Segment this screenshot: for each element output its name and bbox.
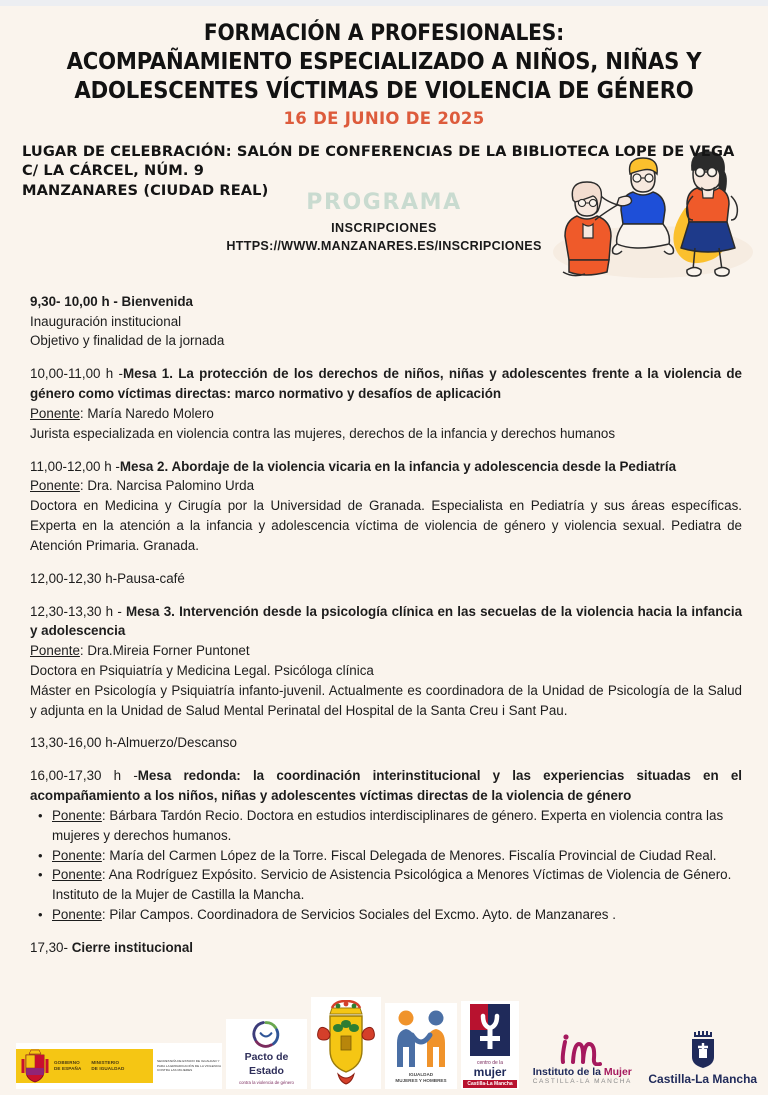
- title-line-3: ADOLESCENTES VÍCTIMAS DE VIOLENCIA DE GÉNERO: [74, 76, 694, 105]
- footer-logo-bar: [0, 991, 768, 1095]
- program-body: [0, 292, 768, 958]
- schedule-item-cierre: [30, 938, 742, 958]
- igualdad-line-1: IGUALDAD: [408, 1071, 434, 1077]
- logo-escudo-manzanares: [311, 997, 381, 1089]
- list-item: [30, 846, 742, 866]
- schedule-title: Cierre institucional: [71, 939, 193, 955]
- schedule-item-pausa-cafe: [30, 569, 742, 589]
- speaker-label: Ponente: [52, 807, 102, 823]
- logo-igualdad-mujeres-hombres: [385, 1003, 457, 1089]
- schedule-time-and-title: [30, 364, 742, 404]
- ministerio-line-2: DE IGUALDAD: [91, 1066, 125, 1071]
- list-item: [30, 865, 742, 905]
- centro-mujer-line-3: Castilla-La Mancha: [463, 1080, 516, 1088]
- centro-mujer-line-1: centro de la: [476, 1059, 504, 1066]
- speaker-bio: Jurista especializada en violencia contra las mujeres, derechos de la infancia y derechos humanos: [30, 425, 616, 441]
- speaker-name: : Dra.Mireia Forner Puntonet: [79, 643, 250, 659]
- speaker-name: : Dra. Narcisa Palomino Urda: [79, 478, 255, 494]
- pacto-circle-icon: [246, 1019, 286, 1049]
- pacto-title: Pacto de Estado: [244, 1051, 289, 1077]
- speaker-label: Ponente: [30, 405, 80, 421]
- venue-line-1: LUGAR DE CELEBRACIÓN: SALÓN DE CONFERENCIAS DE LA BIBLIOTECA LOPE DE VEGA: [22, 142, 735, 160]
- schedule-time: 17,30-: [30, 939, 72, 955]
- speaker-label: Ponente: [30, 643, 80, 659]
- list-item: [30, 806, 742, 846]
- igualdad-line-2: MUJERES Y HOMBRES: [395, 1077, 447, 1083]
- venue-line-2: C/ LA CÁRCEL, NÚM. 9: [22, 162, 205, 180]
- speaker-row: [30, 476, 742, 496]
- speaker-text: : Pilar Campos. Coordinadora de Servicios Sociales del Excmo. Ayto. de Manzanares .: [101, 907, 616, 923]
- speaker-name: : María Naredo Molero: [79, 405, 214, 421]
- instituto-mujer-line-2: CASTILLA-LA MANCHA: [532, 1077, 632, 1085]
- castilla-la-mancha-label: Castilla-La Mancha: [648, 1071, 758, 1086]
- logo-gobierno-de-espana: [16, 1043, 222, 1089]
- speaker-label: Ponente: [52, 907, 102, 923]
- schedule-time-and-title: [30, 938, 742, 958]
- manzanares-coat-of-arms-icon: [314, 1000, 378, 1086]
- list-item: [30, 905, 742, 925]
- speaker-label: Ponente: [52, 847, 102, 863]
- schedule-time-title: 13,30-16,00 h-Almuerzo/Descanso: [30, 735, 237, 751]
- ministerio-labels: [91, 1060, 124, 1072]
- instituto-mujer-monogram-icon: [551, 1032, 613, 1066]
- instituto-mujer-line-1b: Mujer: [603, 1065, 632, 1078]
- schedule-time: 16,00-17,30 h -: [30, 768, 138, 784]
- speaker-bio: Doctora en Medicina y Cirugía por la Universidad de Granada. Especialista en Pediatría y sus áreas específicas. Experta en la atención a la infancia y adolescencia víctima de violencia de género y violencia sexual. Pediatra de Atención Primaria. Granada.: [30, 498, 742, 553]
- venue-and-program-band: [0, 138, 768, 298]
- schedule-title: Mesa 2. Abordaje de la violencia vicaria en la infancia y adolescencia desde la Pediatría: [119, 458, 677, 474]
- title-line-2: ACOMPAÑAMIENTO ESPECIALIZADO A NIÑOS, NIÑAS Y: [66, 47, 702, 76]
- logo-castilla-la-mancha: [646, 1027, 761, 1089]
- schedule-item-almuerzo: [30, 733, 742, 753]
- schedule-time: 12,30-13,30 h -: [30, 603, 126, 619]
- logo-pacto-de-estado: [226, 1019, 308, 1089]
- secretaria-estado-text: SECRETARÍA DE ESTADO DE IGUALDAD Y PARA LA ERRADICACIÓN DE LA VIOLENCIA CONTRA LAS MUJERES: [157, 1059, 221, 1073]
- schedule-item-mesa-2: [30, 457, 742, 556]
- page-title: [20, 20, 748, 105]
- igualdad-figures-icon: [390, 1009, 452, 1069]
- programa-heading: PROGRAMA: [306, 189, 462, 215]
- schedule-item-bienvenida: [30, 292, 742, 351]
- speaker-text: : Bárbara Tardón Recio. Doctora en estudios interdisciplinares de género. Experta en violencia contra las mujeres y derechos humanos.: [52, 807, 724, 843]
- instituto-mujer-line-1: Instituto de la: [532, 1065, 601, 1078]
- poster-header: [0, 6, 768, 128]
- venue-info: [22, 142, 734, 200]
- schedule-title: Mesa redonda: la coordinación interinstitucional y las experiencias situadas en el acompañamiento a los niños, niñas y adolescentes víctimas directas de la violencia de género: [30, 768, 742, 804]
- speaker-bio: Doctora en Psiquiatría y Medicina Legal. Psicóloga clínica: [30, 663, 374, 678]
- roundtable-speaker-list: [30, 806, 742, 925]
- spain-coat-of-arms-icon: [20, 1049, 50, 1083]
- schedule-item-mesa-3: [30, 602, 742, 721]
- secretaria-estado-block: [153, 1059, 222, 1073]
- speaker-row: [30, 404, 742, 424]
- speaker-row: [30, 641, 742, 661]
- gobierno-line-1: GOBIERNO: [54, 1059, 80, 1065]
- schedule-title: Mesa 1. La protección de los derechos de niños, niñas y adolescentes frente a la violencia de género como víctimas directas: marco normativo y desafíos de aplicación: [30, 366, 742, 402]
- centro-mujer-symbol-icon: [466, 1002, 514, 1058]
- top-strip: [0, 0, 768, 6]
- schedule-time-and-title: [30, 457, 742, 477]
- speaker-bio-extra: Máster en Psicología y Psiquiatría infanto-juvenil. Actualmente es coordinadora de la Unidad de Psicología de la Salud y adjunta en la Unidad de Salud Mental Perinatal del Hospital de la Santa Creu i Sant Pau.: [30, 682, 742, 718]
- logo-centro-de-la-mujer: [461, 1001, 519, 1089]
- speaker-text: : María del Carmen López de la Torre. Fiscal Delegada de Menores. Fiscalía Provincial de Ciudad Real.: [101, 847, 717, 863]
- schedule-time-and-title: [30, 766, 742, 806]
- registration-url[interactable]: HTTPS://WWW.MANZANARES.ES/INSCRIPCIONES: [226, 238, 542, 253]
- gobierno-labels: [54, 1060, 81, 1072]
- logo-instituto-de-la-mujer: [523, 1027, 641, 1089]
- instituto-mujer-title: [533, 1066, 632, 1078]
- speaker-text: : Ana Rodríguez Expósito. Servicio de Asistencia Psicológica a Menores Víctimas de Violencia de Género. Instituto de la Mujer de Castilla la Mancha.: [52, 867, 732, 903]
- gobierno-line-2: DE ESPAÑA: [54, 1066, 82, 1071]
- schedule-time-title: 12,00-12,30 h-Pausa-café: [30, 570, 185, 586]
- schedule-time-title: 9,30- 10,00 h - Bienvenida: [30, 293, 193, 309]
- schedule-item-mesa-redonda: [30, 766, 742, 925]
- schedule-line: Inauguración institucional: [30, 313, 182, 329]
- registration-label: INSCRIPCIONES: [331, 220, 437, 235]
- schedule-time: 11,00-12,00 h -: [30, 458, 120, 474]
- speaker-label: Ponente: [30, 478, 80, 494]
- schedule-time-and-title: [30, 602, 742, 642]
- schedule-item-mesa-1: [30, 364, 742, 443]
- event-date: 16 DE JUNIO DE 2025: [283, 108, 485, 128]
- spain-flag-block: [16, 1049, 153, 1083]
- title-line-1: FORMACIÓN A PROFESIONALES:: [203, 20, 565, 46]
- ministerio-line-1: MINISTERIO: [91, 1059, 120, 1065]
- schedule-line: Objetivo y finalidad de la jornada: [30, 333, 225, 349]
- centro-mujer-line-2: mujer: [473, 1065, 507, 1079]
- schedule-time: 10,00-11,00 h -: [30, 366, 123, 382]
- schedule-title: Mesa 3. Intervención desde la psicología clínica en las secuelas de la violencia hacia la infancia y adolescencia: [30, 603, 743, 639]
- castilla-la-mancha-shield-icon: [685, 1031, 721, 1069]
- speaker-label: Ponente: [52, 867, 102, 883]
- venue-line-3: MANZANARES (CIUDAD REAL): [22, 181, 269, 199]
- pacto-subtitle: contra la violencia de género: [239, 1079, 294, 1085]
